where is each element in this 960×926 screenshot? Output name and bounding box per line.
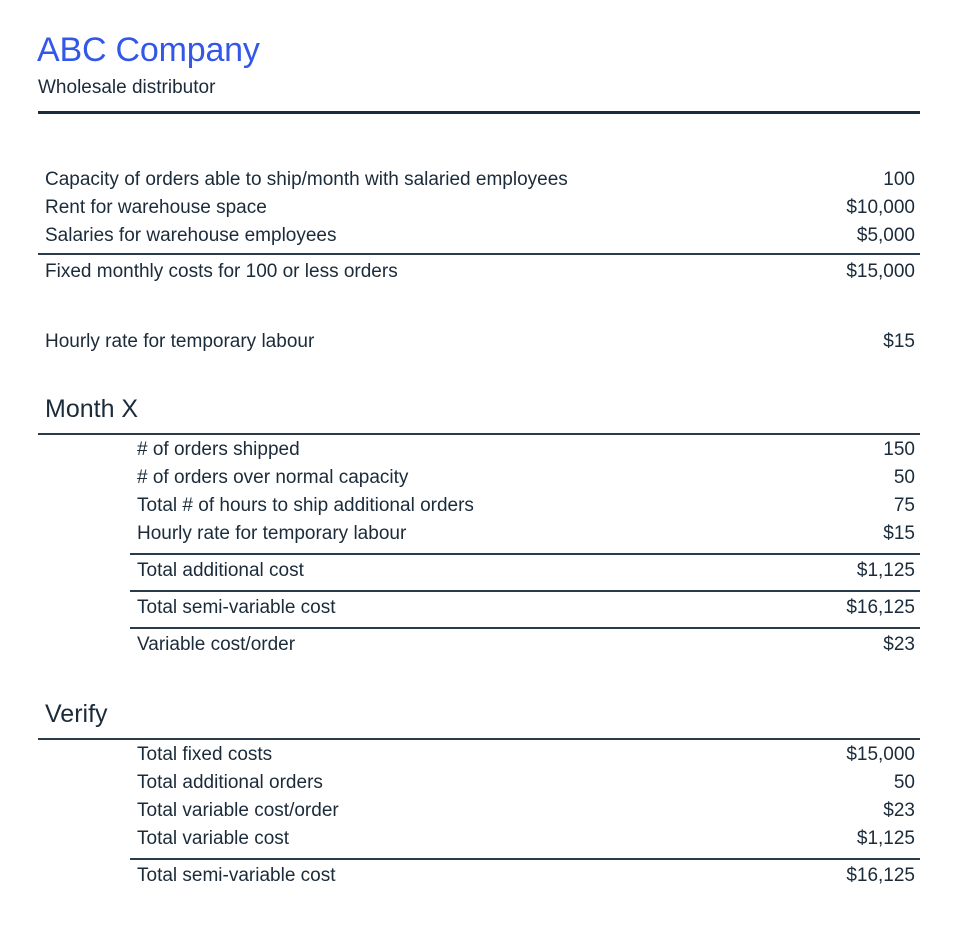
row-label: # of orders shipped: [137, 439, 300, 460]
row-label: Total # of hours to ship additional orders: [137, 495, 474, 516]
variable-cost-per-order-row: [137, 631, 915, 659]
section-heading: Verify: [45, 700, 108, 728]
row-value: $5,000: [856, 225, 915, 246]
total-row: [137, 862, 915, 890]
row-value: $1,125: [856, 828, 915, 849]
divider: [130, 590, 920, 592]
row-label: Total additional orders: [137, 772, 323, 793]
row-value: 100: [883, 169, 915, 190]
row-label: Total variable cost: [137, 828, 290, 849]
row-label: Rent for warehouse space: [45, 197, 267, 218]
total-row: [45, 258, 915, 286]
table-row: [137, 464, 915, 492]
hourly-rate-row: [45, 328, 915, 356]
row-value: $16,125: [846, 865, 915, 886]
row-label: Fixed monthly costs for 100 or less orders: [45, 261, 398, 282]
divider: [38, 433, 920, 435]
company-title: ABC Company: [37, 31, 260, 69]
divider: [130, 858, 920, 860]
table-row: [45, 222, 915, 250]
divider: [38, 738, 920, 740]
row-value: $15,000: [846, 744, 915, 765]
row-label: Hourly rate for temporary labour: [45, 331, 315, 352]
row-value: $1,125: [856, 560, 915, 581]
section-heading: Month X: [45, 395, 139, 423]
table-row: [45, 194, 915, 222]
row-label: Salaries for warehouse employees: [45, 225, 337, 246]
divider: [130, 627, 920, 629]
header-divider: [38, 111, 920, 114]
row-value: $15: [883, 331, 915, 352]
row-value: 150: [883, 439, 915, 460]
divider: [38, 253, 920, 255]
table-row: [45, 166, 915, 194]
row-label: Total additional cost: [137, 560, 304, 581]
table-row: [137, 769, 915, 797]
table-row: [137, 492, 915, 520]
row-value: 75: [893, 495, 915, 516]
row-label: Total semi-variable cost: [137, 865, 336, 886]
row-label: Total semi-variable cost: [137, 597, 336, 618]
row-value: $23: [883, 634, 915, 655]
table-row: [137, 436, 915, 464]
row-value: $16,125: [846, 597, 915, 618]
row-value: $10,000: [846, 197, 915, 218]
row-value: $15: [883, 523, 915, 544]
table-row: [137, 797, 915, 825]
table-row: [137, 825, 915, 853]
row-label: Variable cost/order: [137, 634, 296, 655]
row-label: Hourly rate for temporary labour: [137, 523, 407, 544]
row-value: $15,000: [846, 261, 915, 282]
row-value: $23: [883, 800, 915, 821]
table-row: [137, 741, 915, 769]
total-additional-cost-row: [137, 557, 915, 585]
divider: [130, 553, 920, 555]
table-row: [137, 520, 915, 548]
row-label: Capacity of orders able to ship/month with salaried employees: [45, 169, 568, 190]
company-subtitle: Wholesale distributor: [38, 77, 216, 98]
row-label: # of orders over normal capacity: [137, 467, 409, 488]
row-label: Total variable cost/order: [137, 800, 339, 821]
row-value: 50: [893, 467, 915, 488]
total-semi-variable-cost-row: [137, 594, 915, 622]
row-value: 50: [893, 772, 915, 793]
row-label: Total fixed costs: [137, 744, 273, 765]
